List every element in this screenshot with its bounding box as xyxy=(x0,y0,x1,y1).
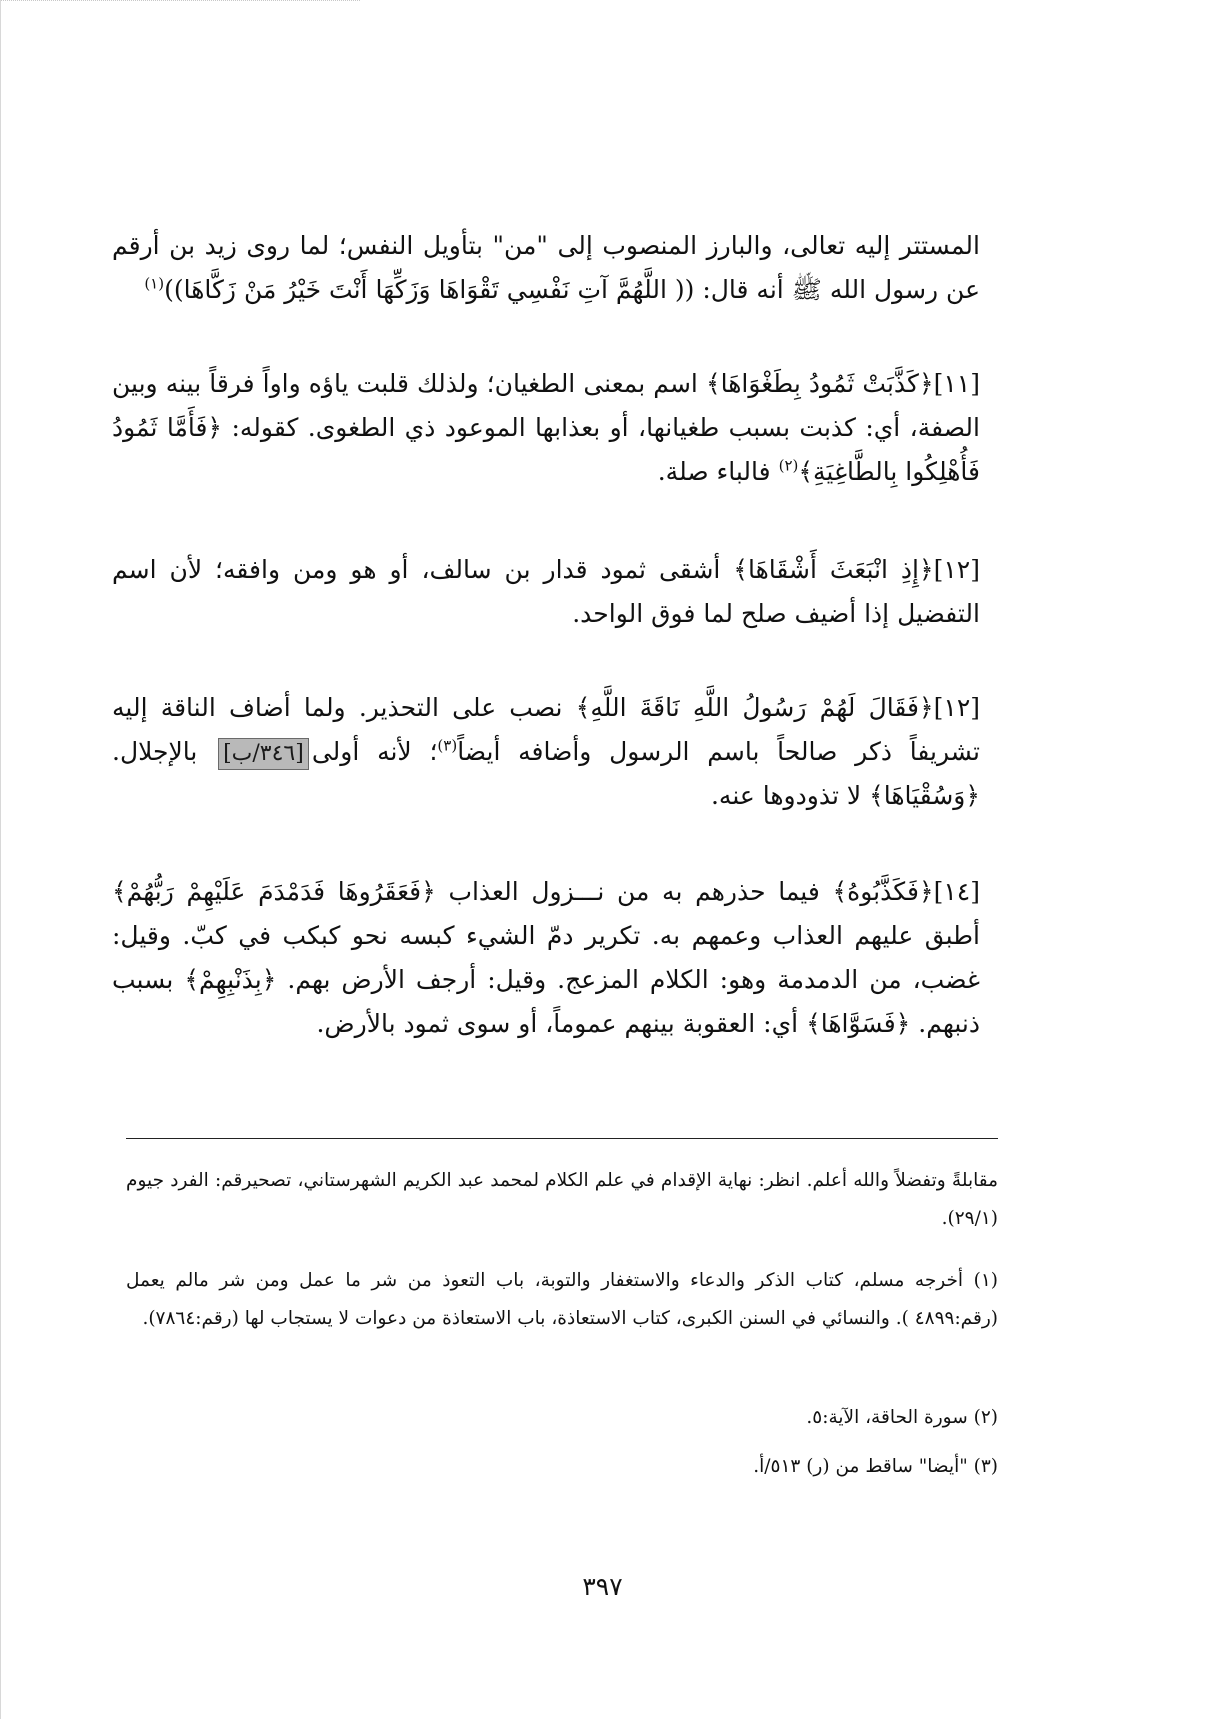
footnote-continuation: مقابلةً وتفضلاً والله أعلم. انظر: نهاية الإقدام في علم الكلام لمحمد عبد الكريم الشهرستاني، تصحيرقم: الفرد جيوم (٢٩/١). xyxy=(126,1170,998,1229)
footnote-3: (٣) "أيضا" ساقط من (ر) ٥١٣/أ. xyxy=(753,1456,998,1477)
quran-quote: ﴿كَذَّبَتْ ثَمُودُ بِطَغْوَاهَا﴾ xyxy=(705,369,934,398)
quran-quote: ﴿بِذَنْبِهِمْ﴾ xyxy=(184,965,277,994)
footnote-separator xyxy=(126,1138,998,1139)
paragraph-text: أشقى ثمود قدار بن سالف، أو هو ومن وافقه؛ لأن اسم التفضيل إذا أضيف صلح لما فوق الواحد. xyxy=(112,555,980,628)
paragraph-text: لا تذودوها عنه. xyxy=(710,781,870,810)
paragraph-text: اسم بمعنى الطغيان؛ ولذلك قلبت ياؤه واواً فرقاً بينه وبين الصفة، أي: كذبت بسبب طغيانها، أو بعذابها الموعود ذي الطغوى. كقوله: xyxy=(112,369,980,442)
paragraph-text: أي: العقوبة بينهم عموماً، أو سوى ثمود بالأرض. xyxy=(316,1009,807,1038)
paragraph-text: ؛ لأنه أولى xyxy=(311,737,438,766)
quran-quote: ﴿فَكَذَّبُوهُ﴾ xyxy=(832,877,934,906)
quran-quote: ﴿فَسَوَّاهَا﴾ xyxy=(806,1009,911,1038)
paragraph-verse-12b xyxy=(112,686,980,818)
footnote-ref: (٣) xyxy=(437,736,458,755)
page-number: ٣٩٧ xyxy=(582,1572,623,1601)
quran-quote: ﴿فَقَالَ لَهُمْ رَسُولُ اللَّهِ نَاقَةَ اللَّهِ﴾ xyxy=(575,693,934,722)
paragraph-text: أطبق عليهم العذاب وعمهم به. تكرير دمّ الشيء كبسه نحو كبكب في كبّ. وقيل: غضب، من الدمدمة وهو: الكلام المزعج. وقيل: أرجف الأرض بهم. xyxy=(112,921,980,994)
quran-quote: ﴿إِذِ انْبَعَثَ أَشْقَاهَا﴾ xyxy=(733,555,934,584)
footnote-ref: (١) xyxy=(144,274,165,293)
manuscript-page-marker: [٣٤٦/ب] xyxy=(218,738,309,770)
verse-number: [١٢] xyxy=(933,555,980,584)
paragraph-verse-14 xyxy=(112,870,980,1046)
paragraph-text: بالإجلال. xyxy=(112,737,216,766)
paragraph-verse-11 xyxy=(112,362,980,494)
paragraph-text: نصب على التحذير. ولما أضاف الناقة إليه تشريفاً ذكر صالحاً باسم الرسول وأضافه أيضاً xyxy=(112,693,981,766)
quran-quote: ﴿وَسُقْيَاهَا﴾ xyxy=(869,781,980,810)
paragraph-text: فالباء صلة. xyxy=(657,457,779,486)
paragraph-text: بسبب ذنبهم. xyxy=(112,965,980,1038)
quran-quote: ﴿فَعَقَرُوهَا فَدَمْدَمَ عَلَيْهِمْ رَبُّهُمْ﴾ xyxy=(112,877,436,906)
paragraph-text: المستتر إليه تعالى، والبارز المنصوب إلى "من" بتأويل النفس؛ لما روى زيد بن أرقم عن رسول الله ﷺ أنه قال: (( اللَّهُمَّ آتِ نَفْسِي تَقْوَاهَا وَزَكِّهَا أَنْتَ خَيْرُ مَنْ زَكَّاهَا)) xyxy=(112,231,980,304)
paragraph-verse-12a xyxy=(112,548,980,636)
paragraph-text: فيما حذرهم به من نـــزول العذاب xyxy=(435,877,833,906)
scan-edge-left xyxy=(0,0,1,1719)
verse-number: [١٢] xyxy=(933,693,981,722)
verse-number: [١٤] xyxy=(933,877,980,906)
footnote-1: (١) أخرجه مسلم، كتاب الذكر والدعاء والاستغفار والتوبة، باب التعوذ من شر ما عمل ومن شر مالم يعمل (رقم:٤٨٩٩ ). والنسائي في السنن الكبرى، كتاب الاستعاذة، باب الاستعاذة من دعوات لا يستجاب لها (رقم:٧٨٦٤). xyxy=(126,1270,998,1329)
footnote-2: (٢) سورة الحاقة، الآية:٥. xyxy=(806,1407,998,1428)
footnote-ref: (٢) xyxy=(778,456,799,475)
quran-quote: ﴿فَأَمَّا ثَمُودُ فَأُهْلِكُوا بِالطَّاغِيَةِ﴾ xyxy=(112,413,980,486)
verse-number: [١١] xyxy=(933,369,980,398)
scan-edge-top xyxy=(0,0,360,1)
paragraph-continuation xyxy=(112,224,980,312)
